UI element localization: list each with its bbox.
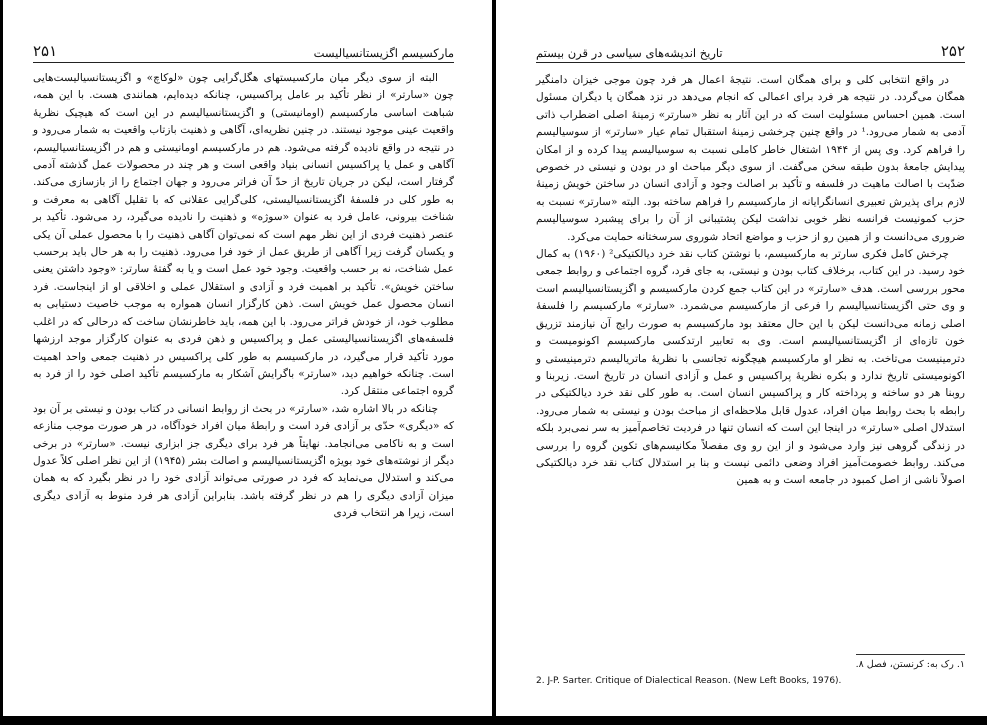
right-page-number: ۲۵۲ bbox=[940, 42, 965, 60]
left-page bbox=[0, 0, 492, 716]
footnote-rule bbox=[856, 654, 965, 655]
footnotes bbox=[536, 657, 965, 689]
right-body-text bbox=[536, 72, 965, 490]
page-edge-bottom bbox=[0, 716, 987, 725]
left-header-rule bbox=[33, 62, 454, 63]
paragraph: چرخش کامل فکری سارتر به مارکسیسم، با نوشتن کتاب نقد خرد دیالکتیکی² (۱۹۶۰) به کمال خود رسید. در این کتاب، برخلاف کتاب بودن و نیستی، به جای فرد، گروه اجتماعی و روابط جمعی محور بررسی است. هدف «سارتر» در این کتاب جمع کردن مارکسیسم و اگزیستانسیالیسم است و وی حتی اگزیستانسیالیسم را فرعی از مارکسیسم می‌شمرد. «سارتر» مارکسیسم را فلسفهٔ اصلی زمانه می‌دانست لیکن با این حال معتقد بود مارکسیسم به صورت رایج آن نیازمند تزریق خون تازه‌ای از اگزیستانسیالیسم است. وی به تعابیر ارتدکسی مارکسیسم اکونومیست و دترمینیست می‌تاخت. به نظر او مارکسیسم هیچگونه تجانسی با نظریهٔ ماتریالیسم دترمینیستی و اکونومیستی تاریخ ندارد و بکره نظریهٔ پراکسیس و عمل و آزادی انسان در تاریخ است. زیربنا و روبنا هر دو ساخته و پرداخته کار و پراکسیس انسان است. به طور کلی نقد خرد دیالکتیکی در رابطه با بحث روابط میان افراد، عدول قابل ملاحظه‌ای از مباحث بودن و نیستی به شمار می‌رود. استدلال اصلی «سارتر» در اینجا این است که انسان تنها در فردیت تخاصم‌آمیز به سر نمی‌برد بلکه در زندگی گروهی نیز وارد می‌شود و از این رو وی مفصلاً مکانیسم‌های تکوین گروه را بررسی می‌کند. روابط خصومت‌آمیز افراد وضعی دائمی نیست و بنا بر استدلال کتاب نقد خرد دیالکتیکی اصولاً ناشی از اصل کمبود در جامعه است و به همین bbox=[536, 248, 965, 487]
footnote-2: 2. J-P. Sarter. Critique of Dialectical Reason. (New Left Books, 1976). bbox=[536, 676, 842, 686]
right-running-title: تاریخ اندیشه‌های سیاسی در قرن بیستم bbox=[536, 46, 723, 60]
left-running-title: مارکسیسم اگزیستانسیالیست bbox=[313, 46, 454, 60]
right-page bbox=[496, 0, 987, 716]
left-page-header bbox=[33, 40, 454, 60]
paragraph: چنانکه در بالا اشاره شد، «سارتر» در بحث از روابط انسانی در کتاب بودن و نیستی بر آن بود که «دیگری» حدّی بر آزادی فرد است و رابطهٔ میان افراد خودآگاه، در هر صورت موجب منازعه است و به ناکامی می‌انجامد. نهایتاً هر فرد برای دیگری جز ابزاری نیست. «سارتر» در برخی دیگر از نوشته‌های خود بویژه اگزیستانسیالیسم و اصالت بشر (۱۹۴۵) از این نظر اصلی کلاً عدول می‌کند و استدلال می‌نماید که فرد در صورتی می‌تواند آزادی خود را در نظر بگیرد که به همان میزان آزادی دیگری را هم در نظر گرفته باشد. بنابراین آزادی هر فرد منوط به آزادی دیگری است، زیرا هر انتخاب فردی bbox=[33, 402, 454, 520]
left-body-text bbox=[33, 70, 454, 523]
paragraph: البته از سوی دیگر میان مارکسیستهای هگل‌گرایی چون «لوکاچ» و اگزیستانسیالیست‌هایی چون «سارتر» از نظر تأکید بر عامل پراکسیس، چنانکه دیده‌ایم، همانندی هست. با این همه، شباهت اساسی مارکسیسم (اومانیستی) و اگزیستانسیالیسم در این است که هیچیک نظریهٔ واقعیت عینی موجود نیستند. در چنین نظریه‌ای، آگاهی و ذهنیت بازتاب واقعیت به شمار می‌رود و در نتیجه در واقع نادیده گرفته می‌شود. هم در مارکسیسم اومانیستی و هم در اگزیستانسیالیسم، آگاهی و عمل یا پراکسیس انسانی بنیاد واقعی است و هر چند در محصولات عمل گذشته آدمی گرفتار است، لیکن در جریان تاریخ از حدّ آن فراتر می‌رود و جهان اجتماع را از بازسازی می‌کند. به طور کلی در فلسفهٔ اگزیستانسیالیستی، کلی‌گرایی عقلانی که با تقلیل آگاهی به معرفت و شناخت بیرونی، عامل فرد به عنوان «سوژه» و ذهنیت را نادیده می‌گیرد، رد می‌شود. تأکید بر عنصر ذهنیت فردی از این نظر مهم است که نمی‌توان آگاهی ذهنیت را با محصول عملی آن یکی و یکسان گرفت زیرا آگاهی از طریق عمل از خود فرا می‌رود. ذهنیت را به هر حال باید برحسب عمل شناخت، نه بر حسب واقعیت. وجود خود عمل است و یا به گفتهٔ سارتر: «وجود داشتن یعنی ساختن خویش». تأکید بر اهمیت فرد و آزادی و استقلال عملی و اخلاقی او از اینجاست. فرد انسان محصول عمل خویش است. ذهن کارگزار انسان همواره به موجب خاصیت دستیابی به مطلوب خود، از خودش فراتر می‌رود. با این همه، باید خاطرنشان ساخت که درحالی که در اغلب فلسفه‌های اگزیستانسیالیستی عمل و پراکسیس و ذهن فردی به عنوان کارگزار موجد ارزشها مورد تأکید قرار می‌گیرد، در مارکسیسم به طور کلی پراکسیس در ذهنیت جمعی واحد اهمیت است. چنانکه خواهیم دید، «سارتر» باگرایش آشکار به مارکسیسم تأکید اصلی خود را از فرد به گروه اجتماعی منتقل کرد. bbox=[33, 72, 454, 398]
right-page-header bbox=[536, 40, 965, 60]
right-header-rule bbox=[536, 62, 965, 63]
left-page-number: ۲۵۱ bbox=[33, 42, 58, 60]
footnote-1: ۱. رک به: کرنستن، فصل ۸. bbox=[855, 659, 965, 670]
paragraph: در واقع انتخابی کلی و برای همگان است. نتیجهٔ اعمال هر فرد چون موجی خیزان دامنگیر همگان می‌گردد. در نتیجه هر فرد برای اعمالی که انجام می‌دهد در نزد همگان یا دیگران مسئول است. همین احساس مسئولیت است که در این آثار به نظر «سارتر» زمینهٔ اصلی اضطراب ذاتی آدمی به شمار می‌رود.¹ در واقع چنین چرخشی زمینهٔ استقبال تمام عیار «سارتر» از سوسیالیسم را فراهم کرد. وی پس از ۱۹۴۴ اشتغال خاطر کاملی نسبت به سوسیالیسم پیدا کرده و از امکان پیدایش جامعهٔ بدون طبقه سخن می‌گفت. از سوی دیگر مباحث او در بودن و نیستی در خصوص ضدّیت با اصالت ماهیت در فلسفه و تأکید بر اصالت وجود و آزادی انسان در ساختن خویش زمینهٔ لازم برای پذیرش تعبیری انسانگرایانه از مارکسیسم را فراهم ساخته بود. البته «سارتر» نسبت به حزب کمونیست فرانسه نظر خوبی نداشت لیکن پشتیبانی از آن را برای پیشبرد سوسیالیسم ضروری می‌دانست و از همین رو از حزب و مواضع اتحاد شوروی سرسختانه حمایت می‌کرد. bbox=[536, 74, 965, 243]
